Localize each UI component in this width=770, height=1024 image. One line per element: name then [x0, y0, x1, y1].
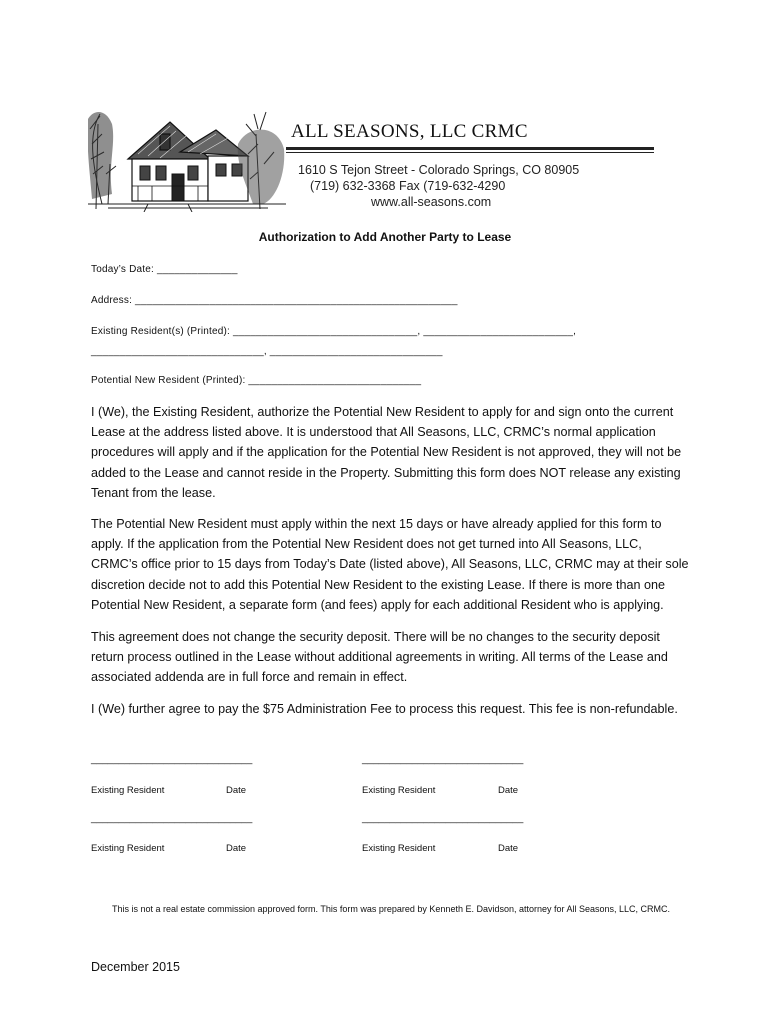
- company-name: ALL SEASONS, LLC CRMC: [291, 121, 528, 142]
- existing-resident-label: Existing Resident: [362, 843, 436, 854]
- company-address: 1610 S Tejon Street - Colorado Springs, CO 80905: [298, 163, 580, 177]
- address-field: Address: ________________________________________________________: [91, 295, 458, 306]
- authorization-paragraph: I (We), the Existing Resident, authorize the Potential New Resident to apply for and sign onto the current Lease at the address listed above. It is understood that All Seasons, LLC, CRMC’s normal application procedures will apply and if the application for the Potential New Resident is not approved, they will not be added to the Lease and cannot reside in the Property. Submitting this form does NOT release any existing Tenant from the lease.: [91, 405, 682, 500]
- company-phone: (719) 632-3368 Fax (719-632-4290: [310, 179, 506, 193]
- document-title: Authorization to Add Another Party to Lease: [258, 230, 512, 244]
- date-label: Date: [498, 843, 519, 854]
- potential-new-resident-field: Potential New Resident (Printed): ______________________________: [91, 375, 422, 386]
- disclaimer-note: This is not a real estate commission approved form. This form was prepared by Kenneth E. Davidson, attorney for All Seasons, LLC, CRMC.: [111, 904, 671, 914]
- existing-residents-field: Existing Resident(s) (Printed): ________________________________, __________________________,: [91, 326, 577, 337]
- house-illustration-icon: [88, 104, 286, 212]
- letterhead-rule-thin: [286, 152, 654, 153]
- existing-resident-label: Existing Resident: [91, 785, 165, 796]
- existing-residents-field-continued: ______________________________, ______________________________: [91, 346, 443, 357]
- revision-date: December 2015: [91, 960, 180, 974]
- existing-resident-label: Existing Resident: [91, 843, 165, 854]
- date-label: Date: [226, 843, 247, 854]
- application-deadline-paragraph: The Potential New Resident must apply within the next 15 days or have already applied for this form to apply. If the application from the Potential New Resident does not get turned into All Seasons, LLC, CRMC’s office prior to 15 days from Today’s Date (listed above), All Seasons, LLC, CRMC may at their sole discretion decide not to add this Potential New Resident to the existing Lease. If there is more than one Potential New Resident, a separate form (and fees) apply for each additional Resident who is applying.: [91, 517, 689, 612]
- date-label: Date: [498, 785, 519, 796]
- todays-date-field: Today’s Date: ______________: [91, 264, 238, 275]
- company-website: www.all-seasons.com: [371, 195, 492, 209]
- signature-line: _____________________________: [362, 754, 524, 765]
- administration-fee-paragraph: I (We) further agree to pay the $75 Administration Fee to process this request. This fee is non-refundable.: [91, 702, 678, 716]
- signature-line: _____________________________: [362, 813, 524, 824]
- signature-line: _____________________________: [91, 813, 253, 824]
- existing-resident-label: Existing Resident: [362, 785, 436, 796]
- letterhead-rule-thick: [286, 147, 654, 150]
- security-deposit-paragraph: This agreement does not change the security deposit. There will be no changes to the security deposit return process outlined in the Lease without additional agreements in writing. All terms of the Lease and associated addenda are in full force and remain in effect.: [91, 630, 668, 685]
- date-label: Date: [226, 785, 247, 796]
- signature-line: _____________________________: [91, 754, 253, 765]
